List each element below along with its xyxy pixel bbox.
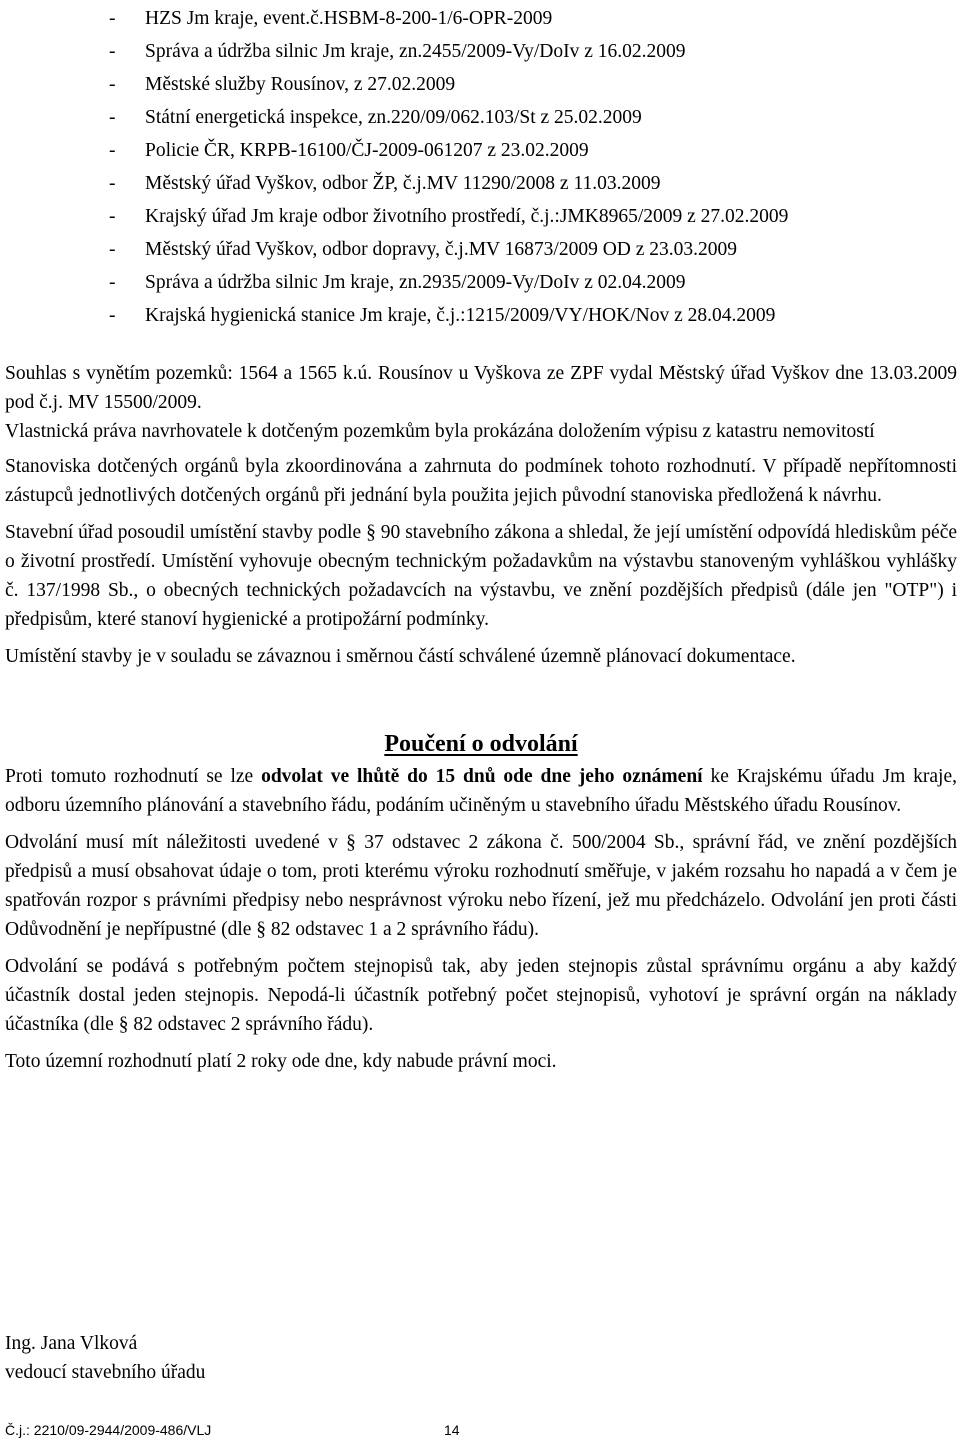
list-item: - Krajský úřad Jm kraje odbor životního prostředí, č.j.:JMK8965/2009 z 27.02.2009 (105, 200, 955, 233)
ownership-paragraph: Vlastnická práva navrhovatele k dotčeným pozemkům byla prokázána doložením výpisu z katastru nemovitostí (5, 421, 875, 442)
list-item: - Krajská hygienická stanice Jm kraje, č.j.:1215/2009/VY/HOK/Nov z 28.04.2009 (105, 299, 955, 332)
list-item: - Městský úřad Vyškov, odbor ŽP, č.j.MV 11290/2008 z 11.03.2009 (105, 167, 955, 200)
appeal-paragraph-3: Odvolání se podává s potřebným počtem stejnopisů tak, aby jeden stejnopis zůstal správnímu orgánu a aby každý účastník dostal jeden stejnopis. Nepodá-li účastník potřebný počet stejnopisů, vyhotoví je správní orgán na náklady účastníka (dle § 82 odstavec 2 správního řádu). (5, 956, 957, 1035)
planning-paragraph: Umístění stavby je v souladu se závaznou i směrnou částí schválené územně plánovací dokumentace. (5, 646, 796, 667)
decision-body (5, 359, 957, 1076)
footer-reference: Č.j.: 2210/09-2944/2009-486/VLJ (5, 1422, 212, 1438)
list-item: - Policie ČR, KRPB-16100/ČJ-2009-061207 z 23.02.2009 (105, 134, 955, 167)
list-item: - Správa a údržba silnic Jm kraje, zn.2935/2009-Vy/DoIv z 02.04.2009 (105, 266, 955, 299)
signatory-title: vedoucí stavebního úřadu (5, 1362, 206, 1383)
assessment-paragraph: Stavební úřad posoudil umístění stavby podle § 90 stavebního zákona a shledal, že její umístění odpovídá hlediskům péče o životní prostředí. Umístění vyhovuje obecným technickým požadavkům na výstavbu stanoveným vyhláškou vyhlášky č. 137/1998 Sb., o obecných technických požadavcích na výstavbu, ve znění pozdějších předpisů (dále jen "OTP") i předpisům, které stanoví hygienické a protipožární podmínky. (5, 522, 957, 630)
authority-list (105, 2, 955, 332)
appeal-p1-end: ke Krajskému úřadu Jm kraje, odboru územního plánování a stavebního řádu, podáním učiněným u stavebního úřadu Městského úřadu Rousínov. (5, 766, 957, 816)
signature-block (5, 1329, 205, 1387)
consent-paragraph: Souhlas s vynětím pozemků: 1564 a 1565 k.ú. Rousínov u Vyškova ze ZPF vydal Městský úřad Vyškov dne 13.03.2009 pod č.j. MV 15500/2009. (5, 363, 957, 413)
appeal-p1-start: Proti tomuto rozhodnutí se lze (5, 766, 262, 787)
appeal-deadline: odvolat ve lhůtě do 15 dnů ode dne jeho oznámení (261, 766, 703, 787)
coordination-paragraph: Stanoviska dotčených orgánů byla zkoordinována a zahrnuta do podmínek tohoto rozhodnutí. V případě nepřítomnosti zástupců jednotlivých dotčených orgánů při jednání byla použita jejich původní stanoviska předložená k návrhu. (5, 456, 957, 506)
list-item: - Správa a údržba silnic Jm kraje, zn.2455/2009-Vy/DoIv z 16.02.2009 (105, 35, 955, 68)
appeal-heading: Poučení o odvolání (384, 731, 578, 757)
list-item: - Státní energetická inspekce, zn.220/09/062.103/St z 25.02.2009 (105, 101, 955, 134)
list-item: - HZS Jm kraje, event.č.HSBM-8-200-1/6-OPR-2009 (105, 2, 955, 35)
appeal-paragraph-1 (5, 762, 957, 820)
page-number: 14 (444, 1422, 460, 1438)
appeal-paragraph-2: Odvolání musí mít náležitosti uvedené v § 37 odstavec 2 zákona č. 500/2004 Sb., správní řád, ve znění pozdějších předpisů a musí obsahovat údaje o tom, proti kterému výroku rozhodnutí směřuje, v jakém rozsahu ho napadá a v čem je spatřován rozpor s právními předpisy nebo nesprávnost výroku nebo řízení, jež mu předcházelo. Odvolání jen proti části Odůvodnění je nepřípustné (dle § 82 odstavec 1 a 2 správního řádu). (5, 832, 957, 940)
list-item: - Městské služby Rousínov, z 27.02.2009 (105, 68, 955, 101)
list-item: - Městský úřad Vyškov, odbor dopravy, č.j.MV 16873/2009 OD z 23.03.2009 (105, 233, 955, 266)
signatory-name: Ing. Jana Vlková (5, 1333, 138, 1354)
validity-paragraph: Toto územní rozhodnutí platí 2 roky ode dne, kdy nabude právní moci. (5, 1051, 557, 1072)
